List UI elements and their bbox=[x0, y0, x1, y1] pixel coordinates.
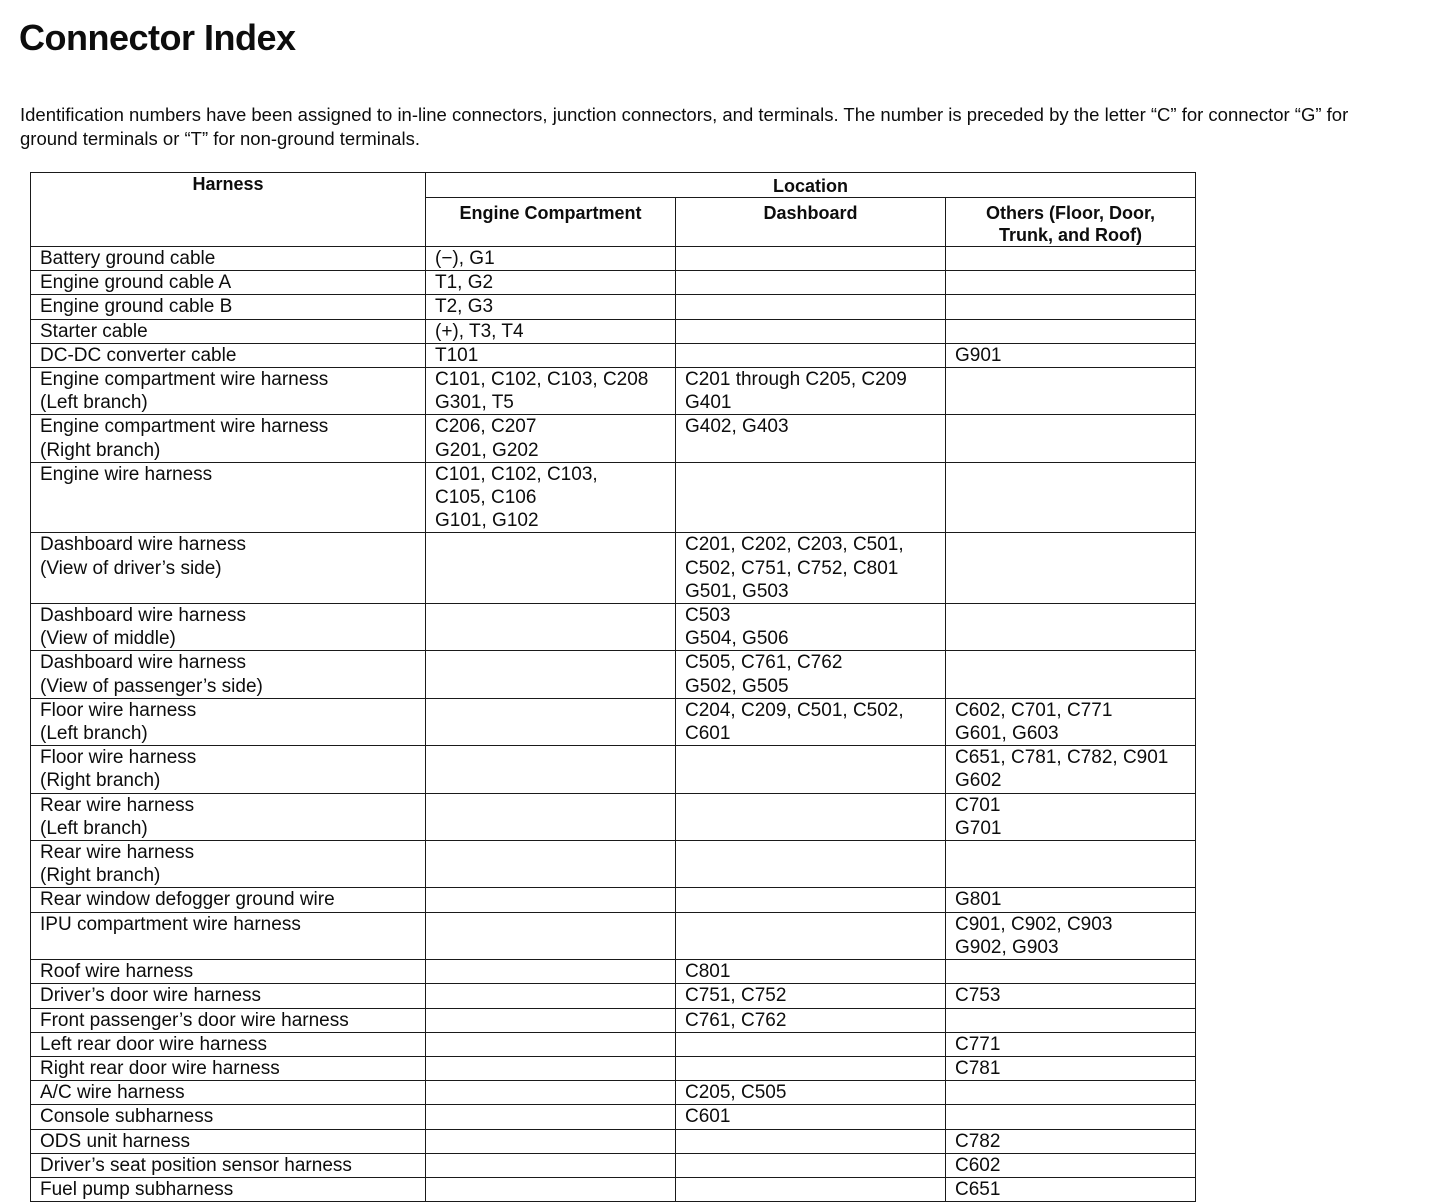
dashboard-cell-line: C761, C762 bbox=[685, 1009, 787, 1031]
others-cell bbox=[946, 1129, 1196, 1153]
dashboard-cell bbox=[676, 841, 946, 888]
table-row bbox=[31, 793, 1196, 840]
dashboard-cell bbox=[676, 746, 946, 793]
dashboard-cell-line: C801 bbox=[685, 961, 731, 983]
others-cell bbox=[946, 533, 1196, 604]
harness-cell-line: Dashboard wire harness bbox=[40, 605, 246, 627]
others-cell bbox=[946, 888, 1196, 912]
dashboard-cell bbox=[676, 1081, 946, 1105]
dashboard-cell-line: C204, C209, C501, C502, bbox=[685, 699, 904, 721]
harness-cell-line: Engine wire harness bbox=[40, 463, 213, 485]
dashboard-cell bbox=[676, 533, 946, 604]
dashboard-cell-line: G502, G505 bbox=[685, 675, 789, 697]
engine-compartment-cell bbox=[426, 271, 676, 295]
harness-cell-line: Battery ground cable bbox=[40, 248, 216, 269]
others-cell bbox=[946, 247, 1196, 271]
table-row bbox=[31, 319, 1196, 343]
others-cell bbox=[946, 462, 1196, 533]
others-header-line: Trunk, and Roof) bbox=[999, 225, 1142, 245]
harness-cell-line: Rear window defogger ground wire bbox=[40, 889, 335, 911]
harness-cell bbox=[31, 533, 426, 604]
engine-compartment-cell-line: T1, G2 bbox=[435, 272, 494, 294]
engine-compartment-cell bbox=[426, 698, 676, 745]
engine-compartment-cell-line: C101, C102, C103, C208 bbox=[435, 369, 649, 391]
harness-cell-line: DC-DC converter cable bbox=[40, 344, 237, 366]
others-cell bbox=[946, 793, 1196, 840]
others-cell bbox=[946, 960, 1196, 984]
others-cell bbox=[946, 1056, 1196, 1080]
engine-compartment-cell bbox=[426, 912, 676, 959]
engine-compartment-cell bbox=[426, 319, 676, 343]
others-cell-line: G902, G903 bbox=[955, 936, 1059, 958]
table-row bbox=[31, 698, 1196, 745]
engine-compartment-cell bbox=[426, 247, 676, 271]
harness-cell bbox=[31, 343, 426, 367]
harness-cell-line: IPU compartment wire harness bbox=[40, 913, 301, 935]
harness-cell bbox=[31, 1032, 426, 1056]
engine-compartment-cell bbox=[426, 295, 676, 319]
engine-compartment-cell-line: (−), G1 bbox=[435, 248, 495, 269]
others-cell-line: C602 bbox=[955, 1154, 1001, 1176]
harness-cell-line: (Left branch) bbox=[40, 392, 148, 414]
others-cell bbox=[946, 343, 1196, 367]
others-cell bbox=[946, 1032, 1196, 1056]
table-row bbox=[31, 1056, 1196, 1080]
dashboard-cell bbox=[676, 1105, 946, 1129]
engine-compartment-cell bbox=[426, 841, 676, 888]
table-row bbox=[31, 1032, 1196, 1056]
harness-cell-line: Engine compartment wire harness bbox=[40, 416, 329, 438]
harness-cell-line: A/C wire harness bbox=[40, 1082, 185, 1104]
table-body bbox=[31, 247, 1196, 1202]
engine-compartment-cell-line: G301, T5 bbox=[435, 392, 514, 414]
engine-compartment-cell-line: T101 bbox=[435, 344, 479, 366]
harness-cell bbox=[31, 1177, 426, 1201]
dashboard-cell bbox=[676, 960, 946, 984]
harness-cell bbox=[31, 841, 426, 888]
table-row bbox=[31, 271, 1196, 295]
table-row bbox=[31, 1105, 1196, 1129]
harness-cell bbox=[31, 651, 426, 698]
others-header bbox=[946, 198, 1196, 247]
table-row bbox=[31, 462, 1196, 533]
dashboard-cell bbox=[676, 1153, 946, 1177]
harness-cell bbox=[31, 1153, 426, 1177]
harness-cell-line: Engine compartment wire harness bbox=[40, 369, 329, 391]
others-cell bbox=[946, 984, 1196, 1008]
header-row-top bbox=[31, 173, 1196, 198]
others-cell bbox=[946, 295, 1196, 319]
engine-compartment-cell bbox=[426, 1177, 676, 1201]
location-column-header: Location bbox=[426, 173, 1196, 198]
harness-cell bbox=[31, 698, 426, 745]
table-row bbox=[31, 841, 1196, 888]
harness-cell-line: Driver’s seat position sensor harness bbox=[40, 1154, 352, 1176]
engine-compartment-cell bbox=[426, 462, 676, 533]
engine-compartment-cell bbox=[426, 1056, 676, 1080]
dashboard-cell bbox=[676, 1032, 946, 1056]
harness-cell bbox=[31, 1081, 426, 1105]
dashboard-cell bbox=[676, 1056, 946, 1080]
others-cell-line: G601, G603 bbox=[955, 723, 1059, 745]
engine-compartment-cell-line: C101, C102, C103, bbox=[435, 463, 598, 485]
harness-cell-line: Rear wire harness bbox=[40, 842, 195, 864]
others-cell-line: C771 bbox=[955, 1033, 1001, 1055]
harness-cell-line: Driver’s door wire harness bbox=[40, 985, 262, 1007]
engine-compartment-cell bbox=[426, 343, 676, 367]
harness-cell-line: (Right branch) bbox=[40, 439, 161, 461]
harness-cell bbox=[31, 912, 426, 959]
dashboard-cell-line: G402, G403 bbox=[685, 416, 789, 438]
engine-compartment-cell bbox=[426, 368, 676, 415]
engine-compartment-cell bbox=[426, 1032, 676, 1056]
dashboard-cell-line: C201, C202, C203, C501, bbox=[685, 534, 904, 556]
harness-cell bbox=[31, 1105, 426, 1129]
others-cell-line: G901 bbox=[955, 344, 1002, 366]
harness-cell bbox=[31, 793, 426, 840]
engine-compartment-cell bbox=[426, 960, 676, 984]
dashboard-cell bbox=[676, 462, 946, 533]
harness-cell bbox=[31, 368, 426, 415]
harness-cell-line: Roof wire harness bbox=[40, 961, 194, 983]
harness-cell bbox=[31, 984, 426, 1008]
harness-cell-line: Engine ground cable A bbox=[40, 272, 232, 294]
dashboard-cell bbox=[676, 1008, 946, 1032]
others-cell-line: G602 bbox=[955, 770, 1002, 792]
others-cell-line: C781 bbox=[955, 1057, 1001, 1079]
engine-compartment-cell bbox=[426, 1105, 676, 1129]
others-cell bbox=[946, 1008, 1196, 1032]
others-cell bbox=[946, 1081, 1196, 1105]
engine-compartment-cell bbox=[426, 1129, 676, 1153]
harness-cell-line: (Left branch) bbox=[40, 723, 148, 745]
harness-cell bbox=[31, 415, 426, 462]
harness-cell bbox=[31, 271, 426, 295]
intro-paragraph: Identification numbers have been assigned to in-line connectors, junction connectors, and terminals. The number is preceded by the letter “C” for connector “G” for ground terminals or “T” for non-ground terminals. bbox=[20, 104, 1349, 149]
table-row bbox=[31, 368, 1196, 415]
dashboard-cell bbox=[676, 698, 946, 745]
engine-compartment-cell bbox=[426, 746, 676, 793]
dashboard-cell bbox=[676, 368, 946, 415]
harness-cell-line: Engine ground cable B bbox=[40, 296, 233, 318]
harness-cell-line: Fuel pump subharness bbox=[40, 1178, 234, 1200]
engine-compartment-cell-line: C105, C106 bbox=[435, 487, 537, 509]
dashboard-cell-line: C201 through C205, C209 bbox=[685, 369, 907, 391]
engine-compartment-cell-line: T2, G3 bbox=[435, 296, 494, 318]
harness-cell-line: (Right branch) bbox=[40, 865, 161, 887]
dashboard-cell-line: C502, C751, C752, C801 bbox=[685, 557, 899, 579]
engine-compartment-cell bbox=[426, 604, 676, 651]
dashboard-cell-line: C751, C752 bbox=[685, 985, 787, 1007]
dashboard-cell-line: C601 bbox=[685, 1106, 731, 1128]
harness-cell bbox=[31, 746, 426, 793]
harness-cell bbox=[31, 888, 426, 912]
engine-compartment-cell-line: G201, G202 bbox=[435, 439, 539, 461]
harness-cell-line: (Left branch) bbox=[40, 817, 148, 839]
others-cell bbox=[946, 415, 1196, 462]
harness-cell-line: Dashboard wire harness bbox=[40, 534, 246, 556]
table-row bbox=[31, 912, 1196, 959]
others-cell-line: C651, C781, C782, C901 bbox=[955, 747, 1169, 769]
engine-compartment-cell bbox=[426, 533, 676, 604]
engine-compartment-cell bbox=[426, 793, 676, 840]
others-cell bbox=[946, 271, 1196, 295]
harness-cell-line: Floor wire harness bbox=[40, 699, 197, 721]
engine-compartment-cell-line: (+), T3, T4 bbox=[435, 320, 524, 342]
harness-cell-line: (View of passenger’s side) bbox=[40, 675, 263, 697]
table-row bbox=[31, 533, 1196, 604]
others-cell bbox=[946, 604, 1196, 651]
dashboard-cell-line: C205, C505 bbox=[685, 1082, 787, 1104]
others-header-line: Others (Floor, Door, bbox=[986, 203, 1156, 223]
dashboard-cell bbox=[676, 888, 946, 912]
dashboard-cell-line: G501, G503 bbox=[685, 580, 789, 602]
dashboard-cell bbox=[676, 415, 946, 462]
connector-index-table bbox=[30, 172, 1196, 1202]
harness-cell-line: Right rear door wire harness bbox=[40, 1057, 280, 1079]
others-cell bbox=[946, 368, 1196, 415]
harness-cell-line: Starter cable bbox=[40, 320, 148, 342]
engine-compartment-cell bbox=[426, 984, 676, 1008]
harness-cell bbox=[31, 1008, 426, 1032]
table-row bbox=[31, 343, 1196, 367]
engine-compartment-cell-line: C206, C207 bbox=[435, 416, 537, 438]
table-row bbox=[31, 651, 1196, 698]
harness-cell-line: Rear wire harness bbox=[40, 794, 195, 816]
harness-cell-line: ODS unit harness bbox=[40, 1130, 190, 1152]
others-cell bbox=[946, 1105, 1196, 1129]
table-row bbox=[31, 295, 1196, 319]
harness-cell bbox=[31, 1056, 426, 1080]
harness-cell-line: Left rear door wire harness bbox=[40, 1033, 268, 1055]
others-cell-line: C753 bbox=[955, 985, 1001, 1007]
others-cell-line: C651 bbox=[955, 1178, 1001, 1200]
others-cell bbox=[946, 651, 1196, 698]
table-row bbox=[31, 1177, 1196, 1201]
harness-cell bbox=[31, 604, 426, 651]
dashboard-cell bbox=[676, 343, 946, 367]
dashboard-cell-line: C503 bbox=[685, 605, 731, 627]
others-cell-line: C782 bbox=[955, 1130, 1001, 1152]
harness-cell-line: (View of driver’s side) bbox=[40, 557, 222, 579]
others-cell-line: G801 bbox=[955, 889, 1002, 911]
dashboard-cell bbox=[676, 651, 946, 698]
engine-compartment-cell bbox=[426, 1081, 676, 1105]
table-row bbox=[31, 984, 1196, 1008]
harness-cell-line: Dashboard wire harness bbox=[40, 652, 246, 674]
table-row bbox=[31, 604, 1196, 651]
dashboard-cell-line: C505, C761, C762 bbox=[685, 652, 843, 674]
engine-compartment-cell bbox=[426, 415, 676, 462]
others-cell bbox=[946, 1153, 1196, 1177]
dashboard-cell bbox=[676, 604, 946, 651]
table-row bbox=[31, 247, 1196, 271]
harness-cell-line: (View of middle) bbox=[40, 628, 176, 650]
harness-cell bbox=[31, 319, 426, 343]
engine-compartment-cell-line: G101, G102 bbox=[435, 510, 539, 532]
others-cell-line: G701 bbox=[955, 817, 1002, 839]
page-title: Connector Index bbox=[19, 17, 296, 58]
harness-cell-line: (Right branch) bbox=[40, 770, 161, 792]
harness-cell-line: Front passenger’s door wire harness bbox=[40, 1009, 349, 1031]
others-cell-line: C901, C902, C903 bbox=[955, 913, 1113, 935]
table-row bbox=[31, 746, 1196, 793]
table-row bbox=[31, 960, 1196, 984]
dashboard-cell bbox=[676, 912, 946, 959]
dashboard-cell bbox=[676, 1177, 946, 1201]
dashboard-cell bbox=[676, 295, 946, 319]
dashboard-cell bbox=[676, 984, 946, 1008]
others-cell bbox=[946, 1177, 1196, 1201]
table-row bbox=[31, 415, 1196, 462]
dashboard-cell bbox=[676, 247, 946, 271]
harness-cell bbox=[31, 247, 426, 271]
others-cell bbox=[946, 319, 1196, 343]
others-cell bbox=[946, 912, 1196, 959]
dashboard-cell-line: G504, G506 bbox=[685, 628, 789, 650]
dashboard-header: Dashboard bbox=[676, 198, 946, 247]
engine-compartment-cell bbox=[426, 888, 676, 912]
harness-cell-line: Console subharness bbox=[40, 1106, 214, 1128]
others-cell-line: C602, C701, C771 bbox=[955, 699, 1113, 721]
dashboard-cell-line: G401 bbox=[685, 392, 732, 414]
dashboard-cell bbox=[676, 271, 946, 295]
harness-column-header: Harness bbox=[31, 173, 426, 247]
engine-compartment-cell bbox=[426, 1153, 676, 1177]
table-row bbox=[31, 1081, 1196, 1105]
others-cell bbox=[946, 698, 1196, 745]
dashboard-cell-line: C601 bbox=[685, 723, 731, 745]
dashboard-cell bbox=[676, 1129, 946, 1153]
table-row bbox=[31, 1008, 1196, 1032]
engine-compartment-cell bbox=[426, 651, 676, 698]
others-cell bbox=[946, 841, 1196, 888]
harness-cell bbox=[31, 295, 426, 319]
others-cell bbox=[946, 746, 1196, 793]
others-cell-line: C701 bbox=[955, 794, 1001, 816]
dashboard-cell bbox=[676, 319, 946, 343]
table-row bbox=[31, 1153, 1196, 1177]
harness-cell bbox=[31, 462, 426, 533]
harness-cell-line: Floor wire harness bbox=[40, 747, 197, 769]
engine-compartment-header: Engine Compartment bbox=[426, 198, 676, 247]
harness-cell bbox=[31, 1129, 426, 1153]
table-row bbox=[31, 888, 1196, 912]
dashboard-cell bbox=[676, 793, 946, 840]
table-row bbox=[31, 1129, 1196, 1153]
engine-compartment-cell bbox=[426, 1008, 676, 1032]
harness-cell bbox=[31, 960, 426, 984]
